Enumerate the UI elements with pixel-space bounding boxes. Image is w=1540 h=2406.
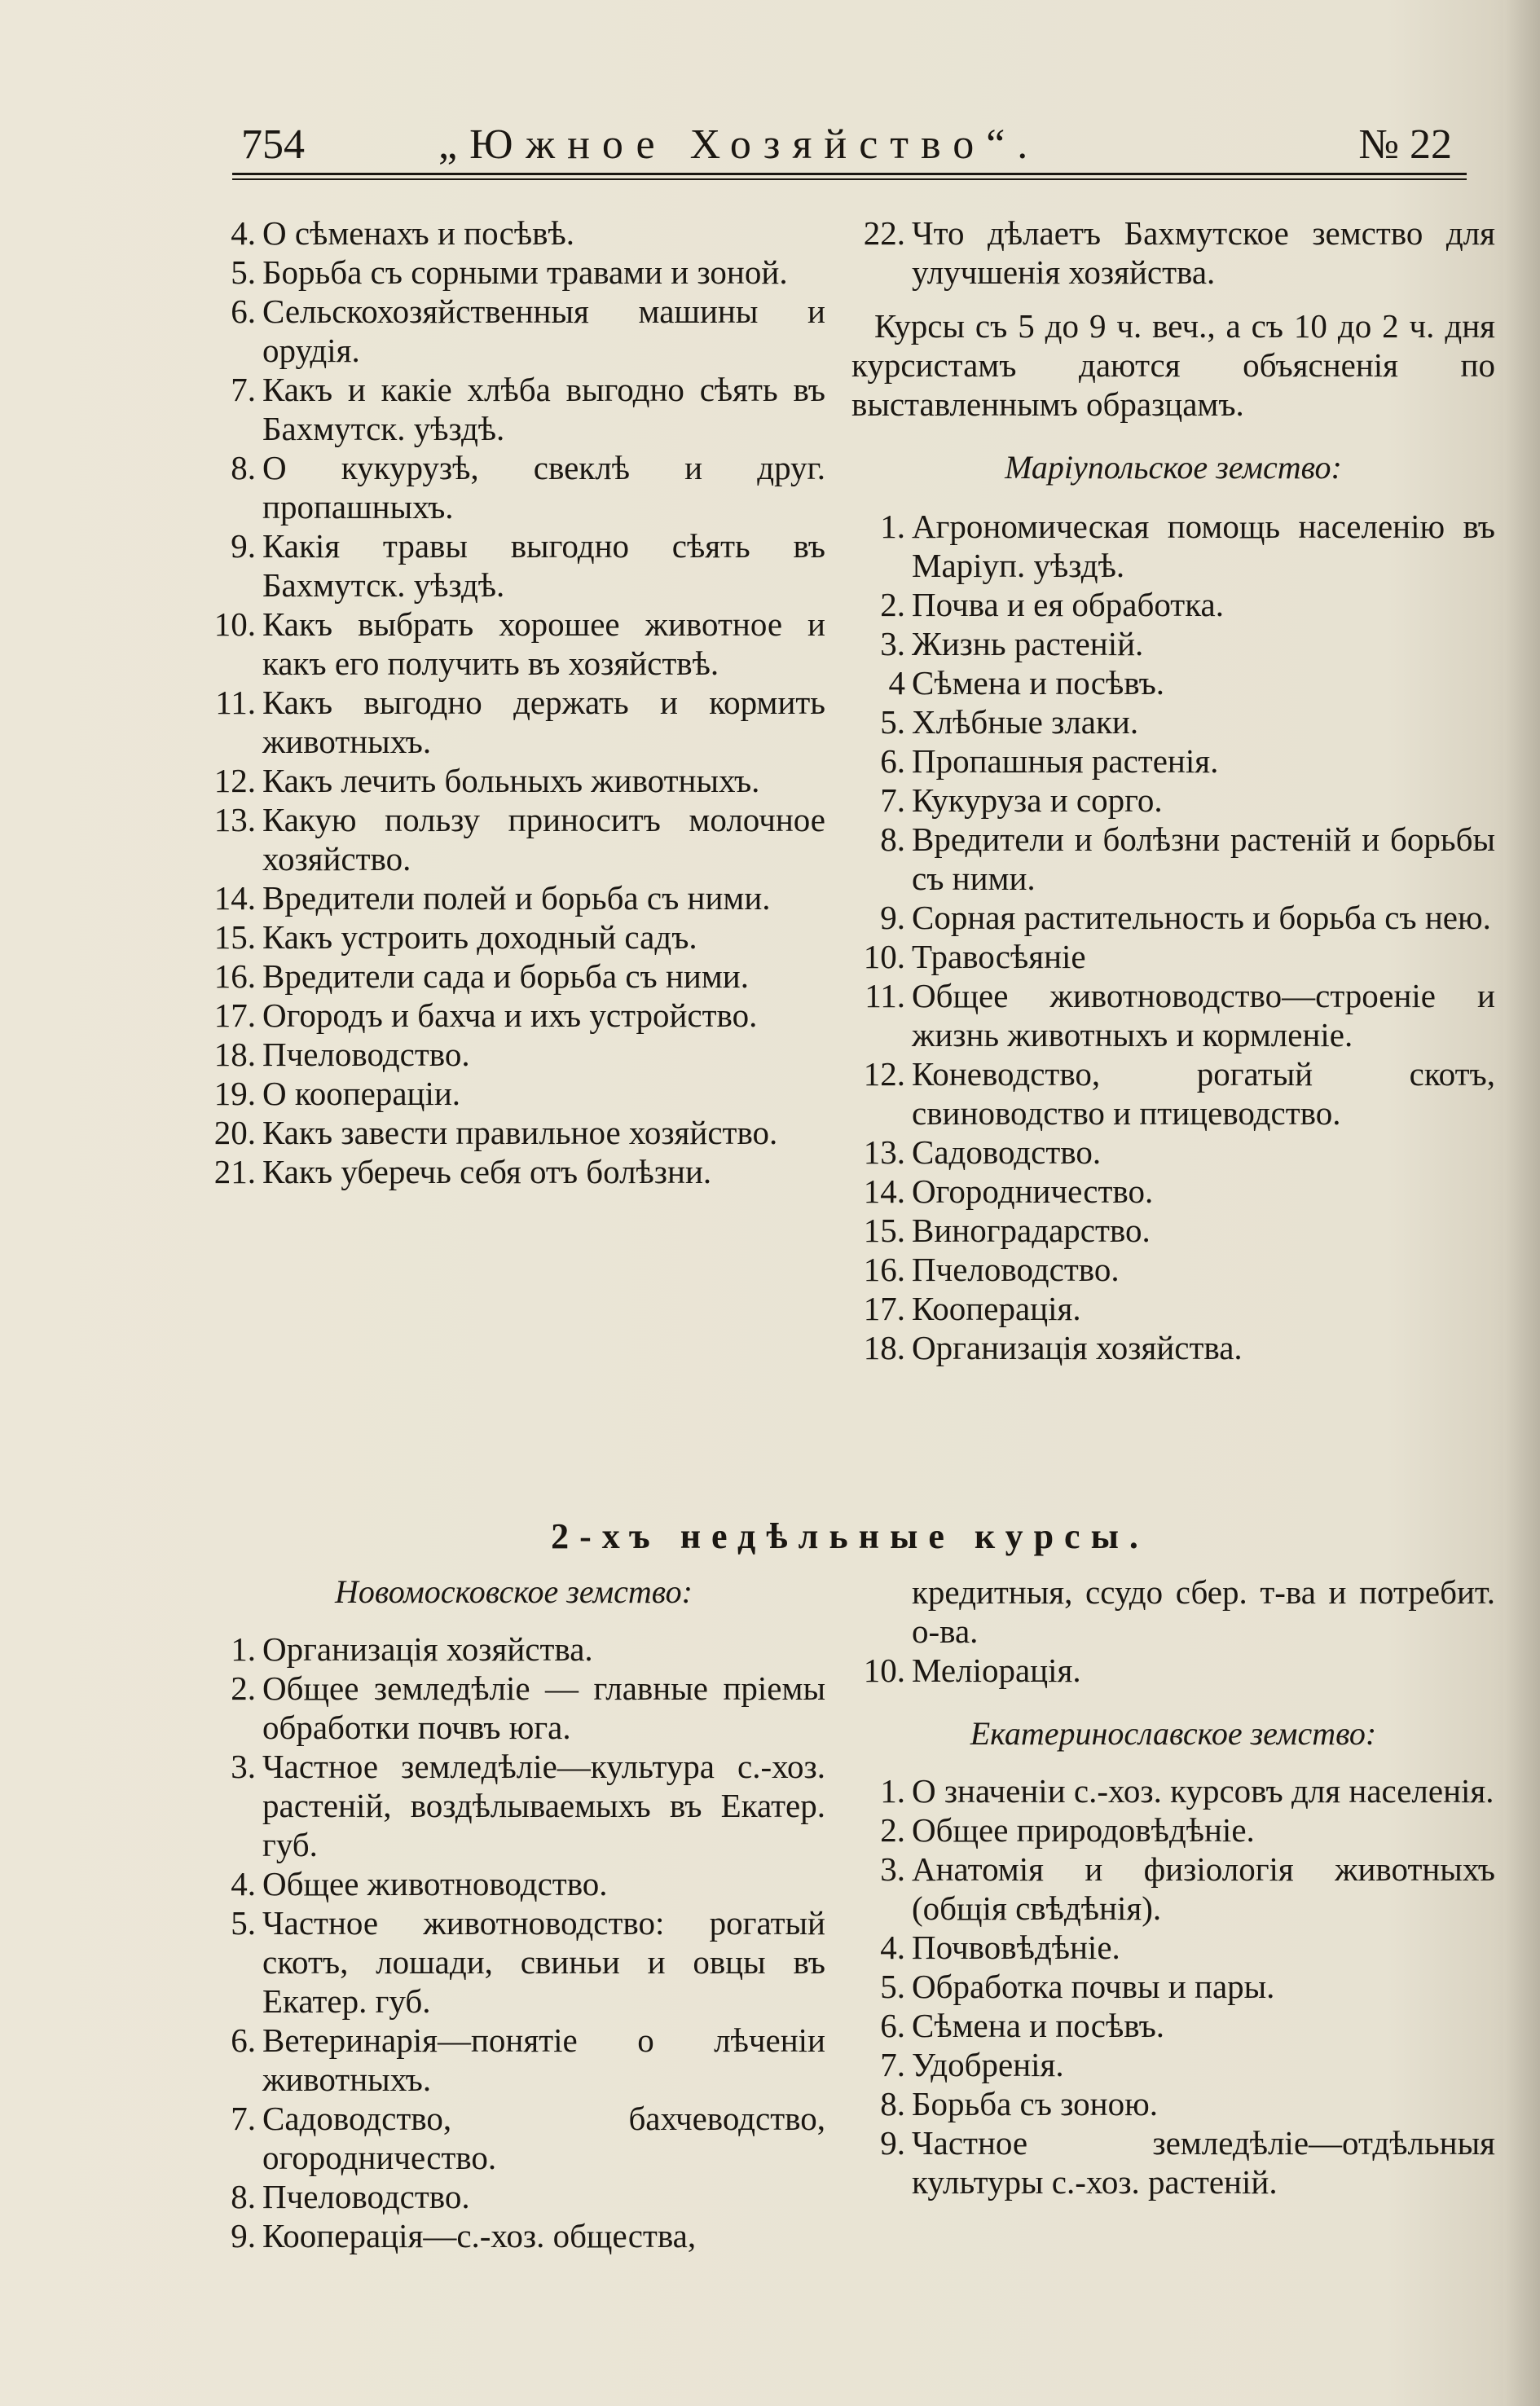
list-item: [851, 1928, 1495, 1967]
item-text: Коневодство, рогатый скотъ, свиноводство и птицеводство.: [912, 1055, 1495, 1132]
item-number: 8.: [231, 449, 256, 486]
list-item: [202, 996, 825, 1035]
item-number: 17.: [213, 996, 256, 1034]
item-number: 9.: [880, 2124, 905, 2162]
item-number: 11.: [865, 977, 905, 1014]
topic-list-mariupol: [851, 507, 1495, 1367]
list-item: [851, 1133, 1495, 1172]
item-text: Агрономическая помощь населенію въ Маріуп. уѣздѣ.: [912, 508, 1495, 584]
list-item: [202, 2177, 825, 2216]
item-number: 13.: [213, 801, 256, 838]
item-number: 2.: [231, 1669, 256, 1707]
item-text: Какую пользу приноситъ молочное хозяйство.: [262, 801, 825, 878]
topic-list-ekaterinoslav: [851, 1771, 1495, 2201]
item-number: 2.: [880, 1811, 905, 1849]
list-item: [851, 1172, 1495, 1211]
page-number: 754: [241, 121, 305, 168]
item-number: 20.: [213, 1114, 256, 1151]
item-number: 1.: [880, 1772, 905, 1810]
list-item: [202, 1152, 825, 1191]
list-item: [202, 2099, 825, 2177]
item-number: 2.: [880, 586, 905, 623]
item-text: Кооперація.: [912, 1290, 1081, 1327]
right-column-top: [851, 213, 1495, 1367]
item-text: Садоводство, бахчеводство, огородничество.: [262, 2100, 825, 2176]
item-text: Какъ выбрать хорошее животное и какъ его получить въ хозяйствѣ.: [262, 605, 825, 682]
item-text: Анатомія и физіологія животныхъ (общія свѣдѣнія).: [912, 1850, 1495, 1927]
item-number: 7.: [880, 781, 905, 819]
header-rule-top: [232, 173, 1467, 175]
journal-title: „Южное Хозяйство“.: [438, 121, 1041, 168]
item-text: Организація хозяйства.: [912, 1329, 1243, 1366]
item-text: Огородничество.: [912, 1172, 1154, 1210]
list-item: [851, 507, 1495, 585]
item-text: Травосѣяніе: [912, 938, 1086, 975]
item-text: Какъ и какіе хлѣба выгодно сѣять въ Бахмутск. уѣздѣ.: [262, 371, 825, 447]
list-item: [851, 1328, 1495, 1367]
item-text: Пчеловодство.: [262, 2178, 470, 2215]
item-text: О сѣменахъ и посѣвѣ.: [262, 214, 574, 252]
item-number: 7.: [231, 2100, 256, 2137]
list-item: [851, 2123, 1495, 2201]
left-column-bottom: [202, 1572, 825, 2255]
continuation-text: кредитныя, ссудо сбер. т-ва и потребит. о-ва.: [912, 1573, 1495, 1650]
item-text: Общее животноводство—строеніе и жизнь животныхъ и кормленіе.: [912, 977, 1495, 1053]
item-number: 3.: [231, 1748, 256, 1785]
item-text: Какъ выгодно держать и кормить животныхъ.: [262, 684, 825, 760]
section-title-mariupol: Маріупольское земство:: [1005, 449, 1342, 486]
item-text: Жизнь растеній.: [912, 625, 1144, 662]
item-text: Сорная растительность и борьба съ нею.: [912, 899, 1491, 936]
list-item: [202, 917, 825, 957]
list-item: [202, 292, 825, 370]
item-number: 14.: [863, 1172, 905, 1210]
header-rule-bottom: [232, 178, 1467, 180]
list-item: [202, 800, 825, 878]
item-text: Ветеринарія—понятіе о лѣченіи животныхъ.: [262, 2021, 825, 2098]
item-text: Обработка почвы и пары.: [912, 1968, 1275, 2005]
list-item: [851, 1771, 1495, 1810]
item-text: Пропашныя растенія.: [912, 742, 1219, 780]
running-header: [236, 121, 1467, 169]
item-number: 16.: [863, 1251, 905, 1288]
item-text: Частное животноводство: рогатый скотъ, лошади, свиньи и овцы въ Екатер. губ.: [262, 1904, 825, 2020]
item-text: Какія травы выгодно сѣять въ Бахмутск. уѣздѣ.: [262, 527, 825, 604]
item-number: 6.: [231, 2021, 256, 2059]
item-number: 22.: [863, 214, 905, 252]
item-text: Кооперація—с.-хоз. общества,: [262, 2217, 697, 2254]
item-number: 17.: [863, 1290, 905, 1327]
item-text: Что дѣлаетъ Бахмутское земство для улучшенія хозяйства.: [912, 214, 1495, 291]
item-number: 15.: [213, 918, 256, 956]
item-text: Частное земледѣліе—отдѣльныя культуры с.-хоз. растеній.: [912, 2124, 1495, 2201]
section-title-ekaterinoslav: Екатеринославское земство:: [970, 1715, 1377, 1752]
list-item: [851, 702, 1495, 741]
list-item: [851, 1651, 1495, 1690]
list-item: [851, 781, 1495, 820]
item-text: Какъ завести правильное хозяйство.: [262, 1114, 778, 1151]
item-number: 4.: [880, 1929, 905, 1966]
list-item: [851, 2084, 1495, 2123]
item-text: Удобренія.: [912, 2046, 1064, 2083]
item-text: Сѣмена и посѣвъ.: [912, 2007, 1165, 2044]
item-number: 4.: [231, 1865, 256, 1902]
topic-list-bakhmut: [202, 213, 825, 1191]
list-item: [202, 2216, 825, 2255]
section-title-novomoskovsk: Новомосковское земство:: [335, 1573, 693, 1610]
item-text: Борьба съ сорными травами и зоной.: [262, 253, 788, 291]
item-number: 16.: [213, 957, 256, 995]
item-number: 18.: [213, 1036, 256, 1073]
item-number: 1.: [880, 508, 905, 545]
item-number: 9.: [231, 2217, 256, 2254]
list-item: [851, 741, 1495, 781]
item-text: О коопераціи.: [262, 1075, 461, 1112]
item-text: Какъ лечить больныхъ животныхъ.: [262, 762, 760, 799]
item-number: 12.: [863, 1055, 905, 1093]
list-item: [202, 1747, 825, 1864]
right-column-bottom: [851, 1572, 1495, 2201]
list-item: [202, 213, 825, 253]
item-number: 1.: [231, 1630, 256, 1668]
item-number: 4: [888, 664, 905, 702]
list-item: [851, 1250, 1495, 1289]
item-number: 5.: [231, 253, 256, 291]
list-item: [851, 1967, 1495, 2006]
item-text: О кукурузѣ, свеклѣ и друг. пропашныхъ.: [262, 449, 825, 526]
item-text: Общее животноводство.: [262, 1865, 608, 1902]
list-item: [851, 976, 1495, 1054]
weekly-courses-heading: 2-хъ недѣльные курсы.: [551, 1516, 1149, 1556]
list-item: [202, 1669, 825, 1747]
list-item: [851, 213, 1495, 292]
item-text: Хлѣбные злаки.: [912, 703, 1139, 741]
item-text: Какъ уберечь себя отъ болѣзни.: [262, 1153, 712, 1190]
list-item: [202, 370, 825, 448]
item-number: 9.: [231, 527, 256, 565]
item-text: Борьба съ зоною.: [912, 2085, 1158, 2122]
list-item: [851, 1054, 1495, 1133]
item-text: Организація хозяйства.: [262, 1630, 593, 1668]
item-text: Общее земледѣліе — главные пріемы обработки почвъ юга.: [262, 1669, 825, 1746]
list-item: [202, 1630, 825, 1669]
item-number: 10.: [213, 605, 256, 643]
item-number: 5.: [231, 1904, 256, 1942]
item-text: Садоводство.: [912, 1133, 1102, 1171]
item-text: Сельскохозяйственныя машины и орудія.: [262, 293, 825, 369]
item-text: Пчеловодство.: [262, 1036, 470, 1073]
left-column-top: [202, 213, 825, 1191]
list-item: [202, 2021, 825, 2099]
list-item: [851, 624, 1495, 663]
item-number: 14.: [213, 879, 256, 917]
item-number: 8.: [880, 820, 905, 858]
issue-number: № 22: [1358, 121, 1452, 168]
item-text: Виноградарство.: [912, 1212, 1151, 1249]
list-item: [851, 2045, 1495, 2084]
item-number: 6.: [880, 2007, 905, 2044]
list-item: [851, 1850, 1495, 1928]
list-item: [202, 1864, 825, 1903]
list-item: [851, 820, 1495, 898]
item-number: 10.: [863, 1652, 905, 1689]
topic-list-novomoskovsk: [202, 1630, 825, 2255]
item-number: 19.: [213, 1075, 256, 1112]
list-item: [202, 683, 825, 761]
item-number: 12.: [213, 762, 256, 799]
list-item: [202, 1074, 825, 1113]
item-text: Частное земледѣліе—культура с.-хоз. растеній, воздѣлываемыхъ въ Екатер. губ.: [262, 1748, 825, 1863]
list-item: [851, 1211, 1495, 1250]
item-text: О значеніи с.-хоз. курсовъ для населенія.: [912, 1772, 1494, 1810]
item-text: Сѣмена и посѣвъ.: [912, 664, 1165, 702]
item-number: 9.: [880, 899, 905, 936]
item-number: 21.: [213, 1153, 256, 1190]
page-edge: [1503, 0, 1540, 2406]
item-text: Кукуруза и сорго.: [912, 781, 1163, 819]
list-item: [202, 448, 825, 526]
list-item: [202, 253, 825, 292]
item-number: 3.: [880, 1850, 905, 1888]
list-item: [202, 526, 825, 605]
item-number: 6.: [231, 293, 256, 330]
item-text: Вредители и болѣзни растеній и борьбы съ ними.: [912, 820, 1495, 897]
item-text: Вредители сада и борьба съ ними.: [262, 957, 750, 995]
item-text: Какъ устроить доходный садъ.: [262, 918, 697, 956]
item-number: 6.: [880, 742, 905, 780]
list-item: [202, 878, 825, 917]
list-item: [851, 1810, 1495, 1850]
item-number: 3.: [880, 625, 905, 662]
list-item: [202, 957, 825, 996]
courses-paragraph: Курсы съ 5 до 9 ч. веч., а съ 10 до 2 ч. дня курсистамъ даются объясненія по выставленнымъ образцамъ.: [851, 307, 1495, 423]
list-item: [851, 1289, 1495, 1328]
list-item: [851, 2006, 1495, 2045]
item-number: 18.: [863, 1329, 905, 1366]
item-number: 7.: [880, 2046, 905, 2083]
item-number: 13.: [863, 1133, 905, 1171]
item-text: Почва и ея обработка.: [912, 586, 1224, 623]
item-number: 8.: [231, 2178, 256, 2215]
item-number: 11.: [215, 684, 256, 721]
list-item: [202, 605, 825, 683]
list-item: [202, 1903, 825, 2021]
item-number: 10.: [863, 938, 905, 975]
list-item: [851, 663, 1495, 702]
item-number: 5.: [880, 1968, 905, 2005]
item-number: 15.: [863, 1212, 905, 1249]
list-item: [202, 1035, 825, 1074]
item-number: 4.: [231, 214, 256, 252]
item-text: Меліорація.: [912, 1652, 1081, 1689]
item-text: Пчеловодство.: [912, 1251, 1120, 1288]
item-number: 8.: [880, 2085, 905, 2122]
item-number: 7.: [231, 371, 256, 408]
list-item: [851, 585, 1495, 624]
list-item: [851, 937, 1495, 976]
list-item: [202, 761, 825, 800]
list-item: [202, 1113, 825, 1152]
item-text: Общее природовѣдѣніе.: [912, 1811, 1255, 1849]
list-item: [851, 898, 1495, 937]
item-number: 5.: [880, 703, 905, 741]
item-text: Почвовѣдѣніе.: [912, 1929, 1120, 1966]
item-text: Вредители полей и борьба съ ними.: [262, 879, 771, 917]
item-text: Огородъ и бахча и ихъ устройство.: [262, 996, 758, 1034]
